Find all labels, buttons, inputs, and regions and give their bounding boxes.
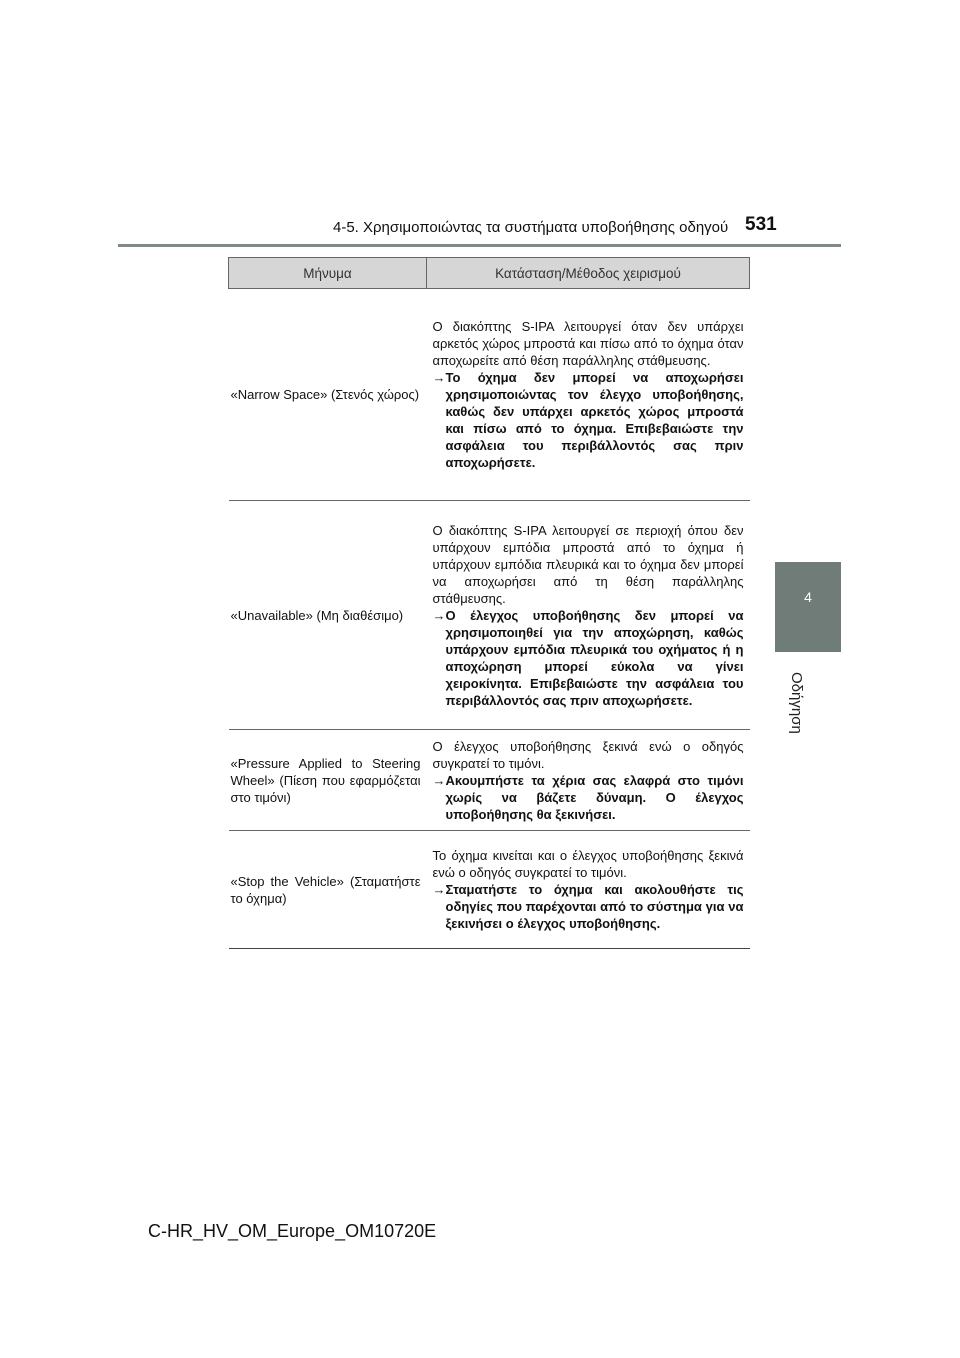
page-header-title: 4-5. Χρησιμοποιώντας τα συστήματα υποβοήθησης οδηγού bbox=[333, 219, 729, 236]
condition-cell bbox=[427, 730, 750, 831]
message-table bbox=[228, 257, 750, 949]
page-number: 531 bbox=[745, 214, 777, 235]
header-divider bbox=[118, 244, 841, 247]
action-text: Ο έλεγχος υποβοήθησης δεν μπορεί να χρησιμοποιηθεί για την αποχώρηση, καθώς υπάρχουν εμπόδια πλευρικά του οχήματος ή η αποχώρηση μπορεί εύκολα να γίνει χειροκίνητα. Επιβεβαιώστε την ασφάλεια του περιβάλλοντός σας πριν αποχωρήσετε. bbox=[445, 607, 744, 708]
chapter-label-text: Οδήγηση bbox=[788, 672, 805, 734]
action-item bbox=[433, 369, 744, 471]
message-cell: «Pressure Applied to Steering Wheel» (Πίεση που εφαρμόζεται στο τιμόνι) bbox=[229, 730, 427, 831]
footer-document-id: C-HR_HV_OM_Europe_OM10720E bbox=[148, 1221, 437, 1241]
action-item bbox=[433, 772, 744, 823]
action-item bbox=[433, 607, 744, 709]
chapter-tab[interactable] bbox=[775, 562, 841, 652]
condition-text: Ο διακόπτης S-IPA λειτουργεί σε περιοχή όπου δεν υπάρχουν εμπόδια μπροστά από το όχημα ή υπάρχουν εμπόδια πλευρικά και το όχημα δεν μπορεί να αποχωρήσει από τη θέση παράλληλης στάθμευσης. bbox=[432, 522, 744, 606]
action-item bbox=[433, 881, 744, 932]
table-row bbox=[229, 730, 750, 831]
message-cell: «Unavailable» (Μη διαθέσιμο) bbox=[229, 501, 427, 730]
condition-cell bbox=[427, 501, 750, 730]
message-cell: «Narrow Space» (Στενός χώρος) bbox=[229, 289, 427, 501]
condition-cell bbox=[427, 289, 750, 501]
condition-cell bbox=[427, 831, 750, 949]
arrow-icon: → bbox=[432, 882, 446, 897]
column-header-condition: Κατάσταση/Μέθοδος χειρισμού bbox=[427, 258, 750, 289]
condition-text: Το όχημα κινείται και ο έλεγχος υποβοήθησης ξεκινά ενώ ο οδηγός συγκρατεί το τιμόνι. bbox=[432, 848, 744, 880]
action-text: Το όχημα δεν μπορεί να αποχωρήσει χρησιμοποιώντας τον έλεγχο υποβοήθησης, καθώς δεν υπάρχει αρκετός χώρος μπροστά και πίσω από το όχημα. Επιβεβαιώστε την ασφάλεια του περιβάλλοντός σας πριν αποχωρήσετε. bbox=[445, 370, 744, 470]
arrow-icon: → bbox=[432, 607, 446, 623]
action-text: Σταματήστε το όχημα και ακολουθήστε τις οδηγίες που παρέχονται από το σύστημα για να ξεκινήσει ο έλεγχος υποβοήθησης. bbox=[445, 882, 744, 931]
arrow-icon: → bbox=[432, 772, 446, 788]
table-header-row bbox=[229, 258, 750, 289]
chapter-tab-number: 4 bbox=[804, 589, 812, 605]
table-row bbox=[229, 831, 750, 949]
table-row bbox=[229, 289, 750, 501]
chapter-label bbox=[788, 672, 812, 762]
column-header-message: Μήνυμα bbox=[229, 258, 427, 289]
condition-text: Ο διακόπτης S-IPA λειτουργεί όταν δεν υπάρχει αρκετός χώρος μπροστά και πίσω από το όχημα όταν αποχωρείτε από θέση παράλληλης στάθμευσης. bbox=[432, 319, 744, 368]
message-cell: «Stop the Vehicle» (Σταματήστε το όχημα) bbox=[229, 831, 427, 949]
condition-text: Ο έλεγχος υποβοήθησης ξεκινά ενώ ο οδηγός συγκρατεί το τιμόνι. bbox=[432, 738, 744, 771]
arrow-icon: → bbox=[432, 370, 446, 385]
action-text: Ακουμπήστε τα χέρια σας ελαφρά στο τιμόνι χωρίς να βάζετε δύναμη. Ο έλεγχος υποβοήθησης θα ξεκινήσει. bbox=[445, 772, 744, 822]
table-row bbox=[229, 501, 750, 730]
